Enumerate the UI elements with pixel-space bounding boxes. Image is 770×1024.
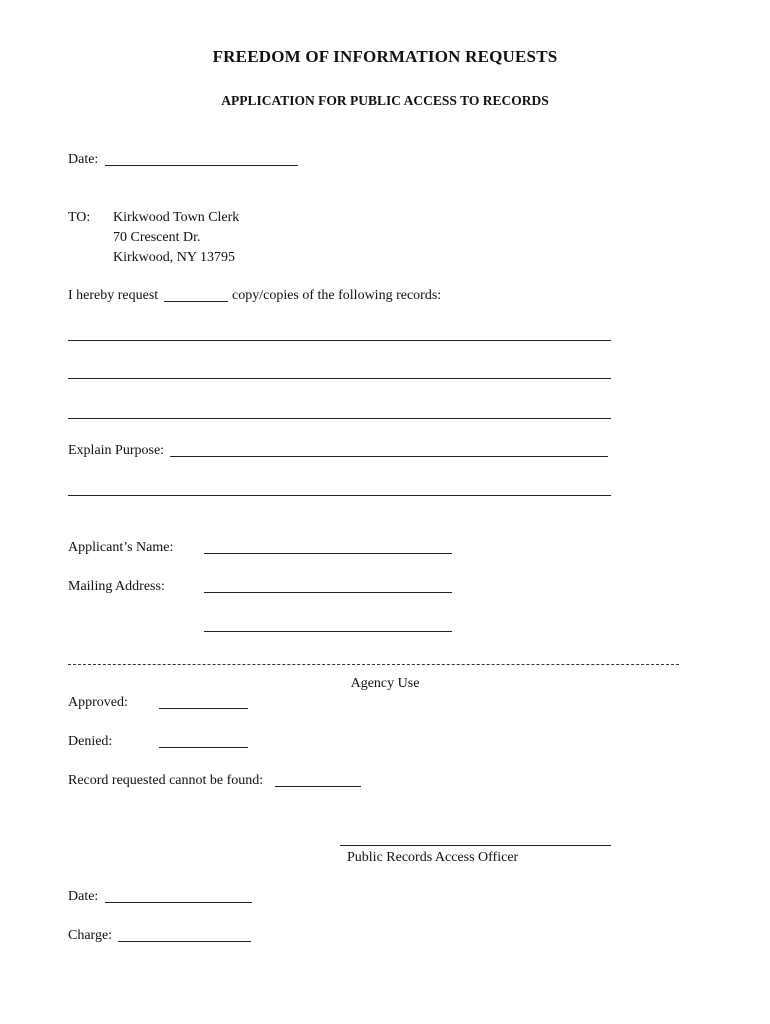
approved-label: Approved: [68, 695, 128, 710]
officer-label: Public Records Access Officer [347, 850, 519, 865]
recipient-street: 70 Crescent Dr. [113, 230, 201, 245]
denied-field[interactable] [159, 747, 248, 748]
denied-label: Denied: [68, 734, 113, 749]
records-line-2[interactable] [68, 378, 611, 379]
agency-divider [68, 664, 679, 665]
date-label: Date: [68, 152, 99, 167]
purpose-label: Explain Purpose: [68, 443, 165, 458]
purpose-line-2[interactable] [68, 495, 611, 496]
applicant-name-field[interactable] [204, 553, 452, 554]
form-subtitle: APPLICATION FOR PUBLIC ACCESS TO RECORDS [221, 93, 549, 108]
request-prefix: I hereby request [68, 288, 159, 303]
recipient-city: Kirkwood, NY 13795 [113, 250, 235, 265]
not-found-field[interactable] [275, 786, 361, 787]
records-line-1[interactable] [68, 340, 611, 341]
charge-field[interactable] [118, 941, 251, 942]
footer-date-field[interactable] [105, 902, 252, 903]
officer-signature-line[interactable] [340, 845, 611, 846]
footer-date-label: Date: [68, 889, 99, 904]
date-field[interactable] [105, 165, 298, 166]
copies-count-field[interactable] [164, 301, 228, 302]
mailing-address-field-2[interactable] [204, 631, 452, 632]
charge-label: Charge: [68, 928, 113, 943]
request-suffix: copy/copies of the following records: [232, 288, 442, 303]
mailing-address-label: Mailing Address: [68, 579, 165, 594]
form-title: FREEDOM OF INFORMATION REQUESTS [212, 47, 558, 66]
purpose-field[interactable] [170, 456, 608, 457]
not-found-label: Record requested cannot be found: [68, 773, 264, 788]
records-line-3[interactable] [68, 418, 611, 419]
agency-use-label: Agency Use [350, 676, 420, 691]
to-label: TO: [68, 210, 91, 225]
mailing-address-field-1[interactable] [204, 592, 452, 593]
approved-field[interactable] [159, 708, 248, 709]
recipient-name: Kirkwood Town Clerk [113, 210, 240, 225]
applicant-name-label: Applicant’s Name: [68, 540, 174, 555]
